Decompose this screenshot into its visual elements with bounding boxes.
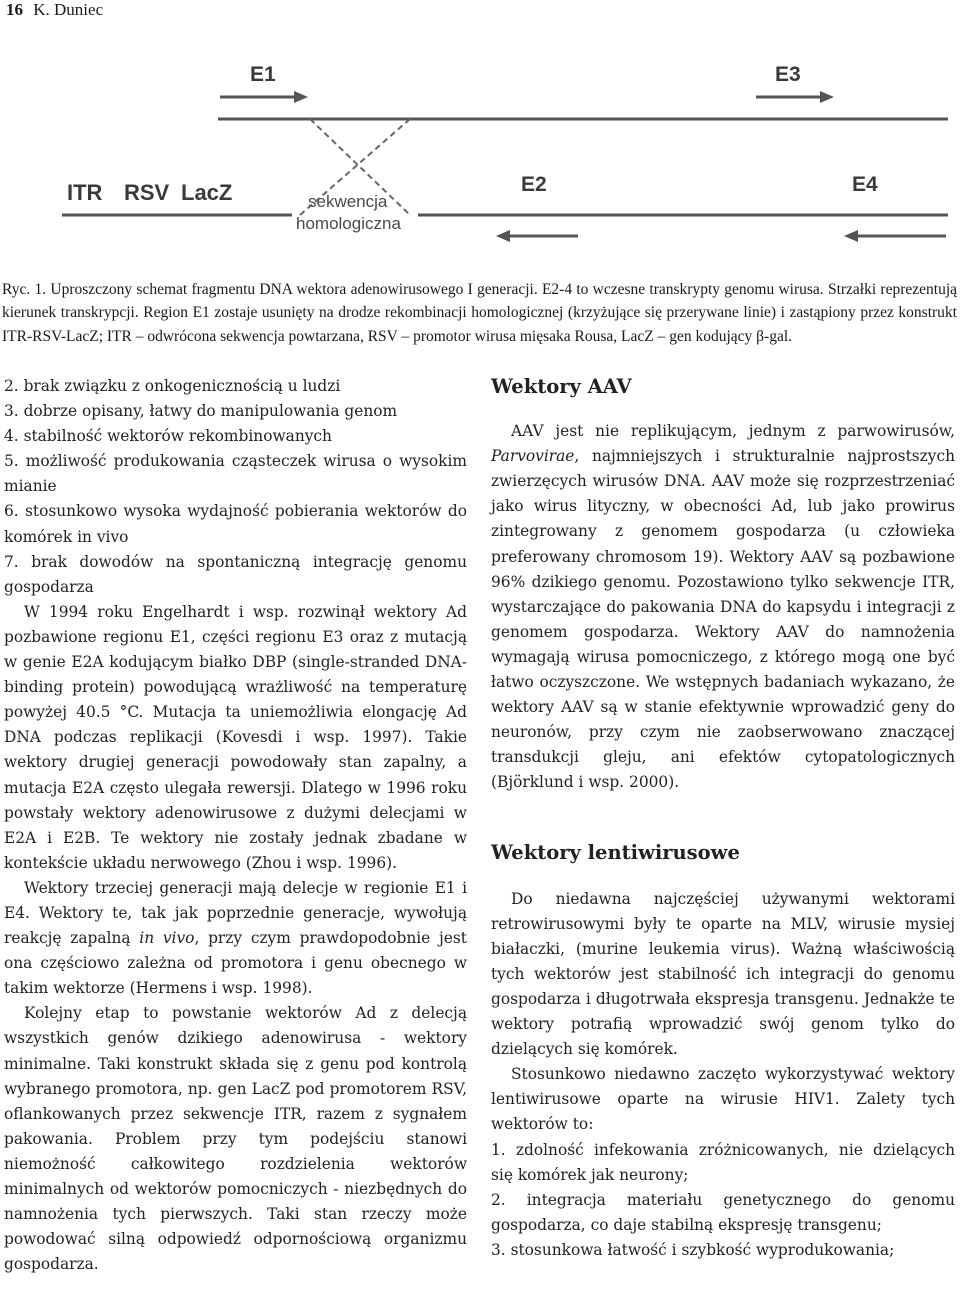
section-heading-lentivirus: Wektory lentiwirusowe bbox=[491, 840, 740, 864]
text-span: , najmniejszych i strukturalnie najprostszych zwierzęcych wirusów DNA. AAV może się rozprzestrzeniać jako wirus lityczny, w obecności Ad, lub jako prowirus zintegrowany z genomem gospodarza (u człowieka preferowany chromosom 19). Wektory AAV są pozbawione 96% dzikiego genomu. Pozostawiono tylko sekwencje ITR, wystarczające do pakowania DNA do kapsydu i integracji z genomem gospodarza. Wektory AAV do namnożenia wymagają wirusa pomocniczego, z którego mogą one być łatwo oczyszczone. We wstępnych badaniach wykazano, że wektory AAV są w stanie efektywnie wprowadzić geny do neuronów, przy czym nie zaobserwowano znaczącej transdukcji gleju, ani efektów cytopatologicznych (Björklund i wsp. 2000). bbox=[491, 447, 955, 792]
figure-caption: Ryc. 1. Uproszczony schemat fragmentu DNA wektora adenowirusowego I generacji. E2-4 to wczesne transkrypty genomu wirusa. Strzałki reprezentują kierunek transkrypcji. Region E1 zostaje usunięty na drodze rekombinacji homologicznej (krzyżujące się przerywane linie) i zastąpiony przez konstrukt ITR-RSV-LacZ; ITR – odwrócona sekwencja powtarzana, RSV – promotor wirusa mięsaka Rousa, LacZ – gen kodujący β-gal. bbox=[2, 280, 957, 345]
paragraph bbox=[4, 876, 467, 1001]
list-item: 1. zdolność infekowania zróżnicowanych, nie dzielących się komórek jak neurony; bbox=[491, 1140, 955, 1184]
e3-arrow-head bbox=[820, 91, 834, 103]
list-item: 3. stosunkowa łatwość i szybkość wyprodukowania; bbox=[491, 1240, 895, 1259]
list-item: 7. brak dowodów na spontaniczną integrację genomu gospodarza bbox=[4, 552, 467, 596]
paragraph: Stosunkowo niedawno zaczęto wykorzystywać wektory lentiwirusowe oparte na wirusie HIV1. Zalety tych wektorów to: bbox=[491, 1065, 955, 1134]
list-item: 3. dobrze opisany, łatwy do manipulowania genom bbox=[4, 402, 398, 421]
dna-vector-diagram bbox=[0, 30, 960, 250]
label-sekwencja: sekwencja bbox=[308, 192, 388, 211]
page-number: 16 bbox=[6, 0, 23, 19]
right-column bbox=[491, 374, 955, 1263]
e2-arrow-head bbox=[496, 230, 510, 242]
text-span: Wektory trzeciej generacji mają delecje w regionie E1 i E4. Wektory te, tak jak poprzednie generacje, wywołują reakcję zapalną bbox=[4, 878, 467, 948]
label-e2: E2 bbox=[521, 173, 547, 196]
e4-arrow-head bbox=[844, 230, 858, 242]
paragraph: Kolejny etap to powstanie wektorów Ad z delecją wszystkich genów dzikiego adenowirusa - wektory minimalne. Taki konstrukt składa się z genu pod kontrolą wybranego promotora, np. gen LacZ pod promotorem RSV, oflankowanych przez sekwencje ITR, razem z sygnałem pakowania. Problem przy tym podejściu stanowi niemożność całkowitego rozdzielenia wektorów minimalnych od wektorów pomocniczych - niezbędnych do namnożenia tych pierwszych. Taki stan rzeczy może powodować silną odpowiedź odpornościową organizmu gospodarza. bbox=[4, 1004, 467, 1274]
label-e1: E1 bbox=[250, 63, 276, 86]
running-header bbox=[6, 0, 103, 20]
text-span: , przy czym prawdopodobnie jest ona częściowo zależna od promotora i genu obecnego w takim wektorze (Hermens i wsp. 1998). bbox=[4, 929, 467, 998]
label-itr: ITR bbox=[67, 180, 103, 205]
italic-term: Parvovirae bbox=[491, 447, 575, 466]
list-item: 5. możliwość produkowania cząsteczek wirusa o wysokim mianie bbox=[4, 452, 467, 496]
paragraph bbox=[491, 419, 955, 795]
italic-term: in vivo bbox=[139, 929, 195, 948]
list-item: 6. stosunkowo wysoka wydajność pobierania wektorów do komórek in vivo bbox=[4, 502, 467, 546]
paragraph: Do niedawna najczęściej używanymi wektorami retrowirusowymi były te oparte na MLV, wirusie mysiej białaczki, (murine leukemia virus). Ważną właściwością tych wektorów jest stabilność ich integracji do genomu gospodarza i długotrwała ekspresja transgenu. Jednakże te wektory potrafią wprowadzić swój genom tylko do dzielących się komórek. bbox=[491, 889, 955, 1059]
author-name: K. Duniec bbox=[33, 0, 104, 19]
label-homologiczna: homologiczna bbox=[296, 214, 401, 233]
list-item: 4. stabilność wektorów rekombinowanych bbox=[4, 427, 332, 446]
label-e3: E3 bbox=[775, 63, 801, 86]
text-span: AAV jest nie replikującym, jednym z parwowirusów, bbox=[511, 422, 955, 441]
list-item: 2. brak związku z onkogenicznością u ludzi bbox=[4, 377, 341, 395]
label-e4: E4 bbox=[852, 173, 878, 196]
label-lacz: LacZ bbox=[181, 180, 233, 205]
list-item: 2. integracja materiału genetycznego do genomu gospodarza, co daje stabilną ekspresję transgenu; bbox=[491, 1190, 955, 1234]
section-heading-aav: Wektory AAV bbox=[491, 375, 632, 398]
paragraph: W 1994 roku Engelhardt i wsp. rozwinął wektory Ad pozbawione regionu E1, części regionu E3 oraz z mutacją w genie E2A kodującym białko DBP (single-stranded DNA-binding protein) powodującą wrażliwość na temperaturę powyżej 40.5 °C. Mutacja ta uniemożliwia elongację Ad DNA podczas replikacji (Kovesdi i wsp. 1997). Takie wektory drugiej generacji powodowały stan zapalny, a mutacja E2A często ulegała rewersji. Dlatego w 1996 roku powstały wektory adenowirusowe z dużymi delecjami w E2A i E2B. Te wektory nie zostały jednak zbadane w kontekście układu nerwowego (Zhou i wsp. 1996). bbox=[4, 602, 467, 872]
left-column bbox=[4, 374, 467, 1277]
label-rsv: RSV bbox=[124, 180, 170, 205]
e1-arrow-head bbox=[294, 91, 308, 103]
